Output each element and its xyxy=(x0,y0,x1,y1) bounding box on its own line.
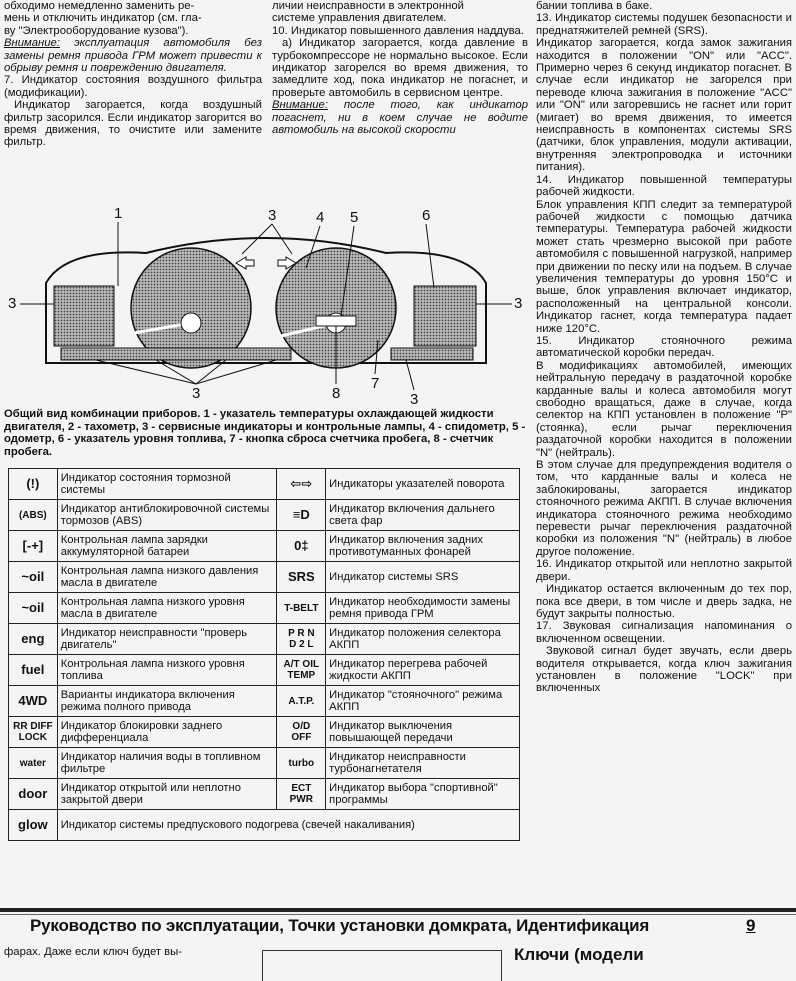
col2-line: личии неисправности в электронной xyxy=(272,0,464,12)
section-heading: Ключи (модели xyxy=(514,945,644,964)
col3-line: бании топлива в баке. xyxy=(536,0,653,12)
callout-3-bottom: 3 xyxy=(192,385,201,402)
indicator-icon: (ABS) xyxy=(9,500,58,531)
instrument-cluster-illustration xyxy=(6,208,526,408)
indicator-description: Индикатор блокировки заднего дифференциала xyxy=(57,717,277,748)
col1-line: обходимо немедленно заменить ре- xyxy=(4,0,195,12)
col1-line: ву "Электрооборудование кузова"). xyxy=(4,24,189,37)
page-divider-thin xyxy=(0,914,796,915)
legend-row xyxy=(9,500,520,531)
indicator-icon: O/D OFF xyxy=(277,717,326,748)
indicator-icon: A/T OIL TEMP xyxy=(277,655,326,686)
indicator-icon: turbo xyxy=(277,748,326,779)
column-2 xyxy=(272,0,528,136)
legend-row xyxy=(9,624,520,655)
odometer xyxy=(316,316,356,326)
item10-text: а) Индикатор загорается, когда давление в турбокомпрессоре не нормально высокое. Если индикатор загорелся во время движения, то замедлите ход, пока индикатор не погаснет, и проверьте автомобиль в сервисном центре. xyxy=(272,37,528,99)
indicator-description: Индикатор антиблокировочной системы тормозов (ABS) xyxy=(57,500,277,531)
item7-title: 7. Индикатор состояния воздушного фильтра (модификации). xyxy=(4,74,262,99)
indicator-icon: ≡D xyxy=(277,500,326,531)
legend-row xyxy=(9,562,520,593)
note-label: Внимание: xyxy=(4,37,60,50)
callout-3-right: 3 xyxy=(514,295,523,312)
indicator-icon: ~oil xyxy=(9,593,58,624)
callout-3-top: 3 xyxy=(268,208,277,224)
glow-plug-icon: glow xyxy=(9,810,58,841)
indicator-description: Индикатор включения дальнего света фар xyxy=(326,500,520,531)
fuel-gauge xyxy=(414,286,476,346)
indicator-description: Индикатор перегрева рабочей жидкости АКПП xyxy=(326,655,520,686)
indicator-icon: ⇦⇨ xyxy=(277,469,326,500)
indicator-description: Индикатор "стояночного" режима АКПП xyxy=(326,686,520,717)
indicator-description: Индикатор системы SRS xyxy=(326,562,520,593)
column-1 xyxy=(4,0,262,149)
indicator-description: Контрольная лампа низкого уровня масла в двигателе xyxy=(57,593,277,624)
legend-row xyxy=(9,531,520,562)
indicator-description: Индикатор наличия воды в топливном фильтре xyxy=(57,748,277,779)
legend-row xyxy=(9,469,520,500)
item16-text: Индикатор остается включенным до тех пор, пока все двери, в том числе и дверь задка, не будут закрыты полностью. xyxy=(536,583,792,620)
indicator-icon: 4WD xyxy=(9,686,58,717)
indicator-icon: [-+] xyxy=(9,531,58,562)
indicator-icon: SRS xyxy=(277,562,326,593)
item14-title: 14. Индикатор повышенной температуры рабочей жидкости. xyxy=(536,173,792,199)
legend-row xyxy=(9,810,520,841)
indicator-description: Индикатор системы предпускового подогрева (свечей накаливания) xyxy=(57,810,519,841)
legend-row xyxy=(9,655,520,686)
indicator-icon: ECT PWR xyxy=(277,779,326,810)
indicator-icon: RR DIFF LOCK xyxy=(9,717,58,748)
indicator-icon: eng xyxy=(9,624,58,655)
note-label: Внимание: xyxy=(272,99,328,112)
callout-1: 1 xyxy=(114,208,123,222)
callout-3-bottom-right: 3 xyxy=(410,391,419,408)
callout-6: 6 xyxy=(422,208,431,224)
indicator-description: Индикатор необходимости замены ремня привода ГРМ xyxy=(326,593,520,624)
indicator-description: Индикатор неисправности "проверь двигатель" xyxy=(57,624,277,655)
item15-text: В этом случае для предупреждения водителя о том, что карданные валы и колеса не заблокированы, загорается индикатор стояночного режима АКПП. В случае включения индикатора стояночного режима необходимо перевести рычаг переключения раздаточной коробки из положения "N" (нейтраль) в любое другое положение. xyxy=(536,459,792,558)
indicator-description: Контрольная лампа зарядки аккумуляторной батареи xyxy=(57,531,277,562)
indicator-icon: ~oil xyxy=(9,562,58,593)
indicator-icon: (!) xyxy=(9,469,58,500)
indicator-description: Индикатор выбора "спортивной" программы xyxy=(326,779,520,810)
indicator-description: Индикатор открытой или неплотно закрытой двери xyxy=(57,779,277,810)
legend-row xyxy=(9,593,520,624)
indicator-icon: T-BELT xyxy=(277,593,326,624)
indicator-icon: water xyxy=(9,748,58,779)
callout-4: 4 xyxy=(316,209,325,226)
legend-row xyxy=(9,779,520,810)
page-divider xyxy=(0,908,796,912)
callout-8: 8 xyxy=(332,385,341,402)
indicator-legend-table xyxy=(8,468,520,841)
item14-text: Блок управления КПП следит за температурой рабочей жидкости с помощью датчика температуры. Температура рабочей жидкости может стать чрезмерно высокой при работе автомобиля с повышенной нагрузкой, например при движении по песку или на подъем. В случае увеличения температуры до уровня 150°С и выше, блок управления включает индикатор, расположенный на центральной консоли. Индикатор гаснет, когда температура падает ниже 120°С. xyxy=(536,198,792,335)
item7-text: Индикатор загорается, когда воздушный фильтр засорился. Если индикатор загорится во время движения, то очистите или замените фильтр. xyxy=(4,99,262,149)
callout-7: 7 xyxy=(371,375,380,392)
page-number: 9 xyxy=(746,916,756,935)
indicator-icon: P R N D 2 L xyxy=(277,624,326,655)
col1-line: мень и отключить индикатор (см. гла- xyxy=(4,12,202,25)
temp-gauge xyxy=(54,286,114,346)
col1-note xyxy=(4,37,262,74)
column-3 xyxy=(536,0,792,695)
indicator-description: Варианты индикатора включения режима полного привода xyxy=(57,686,277,717)
item17-title: 17. Звуковая сигнализация напоминания о включенном освещении. xyxy=(536,620,792,645)
figure-caption: Общий вид комбинации приборов. 1 - указатель температуры охлаждающей жидкости двигателя, 2 - тахометр, 3 - сервисные индикаторы и контрольные лампы, 4 - спидометр, 5 - одометр, 6 - указатель уровня топлива, 7 - кнопка сброса счетчика пробега, 8 - счетчик пробега. xyxy=(4,408,526,458)
item15-title: 15. Индикатор стояночного режима автоматической коробки передач. xyxy=(536,334,792,360)
indicator-description: Индикатор выключения повышающей передачи xyxy=(326,717,520,748)
indicator-description: Индикатор состояния тормозной системы xyxy=(57,469,277,500)
running-title: Руководство по эксплуатации, Точки установки домкрата, Идентификация xyxy=(30,916,650,935)
callout-5: 5 xyxy=(350,209,359,226)
callout-3-left: 3 xyxy=(8,295,17,312)
tachometer-hub xyxy=(181,313,201,333)
item15-text: В модификациях автомобилей, имеющих нейтральную передачу в раздаточной коробке карданные валы и колеса автомобиля могут свободно вращаться, даже в случае, когда селектор на КПП установлен в положение "Р" (стоянка), если рычаг переключения раздаточной коробки находится в положении "N" (нейтраль). xyxy=(536,359,792,459)
item17-text: Звуковой сигнал будет звучать, если дверь водителя открывается, когда ключ зажигания установлен в положение "LOCK" при включенных xyxy=(536,645,792,695)
indicator-icon: A.T.P. xyxy=(277,686,326,717)
legend-row xyxy=(9,748,520,779)
bottom-text: фарах. Даже если ключ будет вы- xyxy=(4,946,183,958)
item16-title: 16. Индикатор открытой или неплотно закрытой двери. xyxy=(536,558,792,583)
indicator-icon: fuel xyxy=(9,655,58,686)
col2-line: системе управления двигателем. xyxy=(272,12,447,25)
indicator-description: Индикатор включения задних противотуманных фонарей xyxy=(326,531,520,562)
item13-title: 13. Индикатор системы подушек безопасности и преднатяжителей ремней (SRS). xyxy=(536,12,792,37)
indicator-description: Индикаторы указателей поворота xyxy=(326,469,520,500)
bottom-figure-frame xyxy=(262,950,502,981)
legend-row xyxy=(9,717,520,748)
indicator-description: Контрольная лампа низкого давления масла в двигателе xyxy=(57,562,277,593)
legend-row xyxy=(9,686,520,717)
note-text: эксплуатация автомобиля без замены ремня привода ГРМ может привести к обрыву ремня и повреждению двигателя. xyxy=(4,37,262,75)
note-text: после того, как индикатор погаснет, ни в коем случае не водите автомобиль на высокой скорости xyxy=(272,99,528,137)
indicator-description: Контрольная лампа низкого уровня топлива xyxy=(57,655,277,686)
item10-title: 10. Индикатор повышенного давления наддува. xyxy=(272,24,524,37)
indicator-icon: door xyxy=(9,779,58,810)
col2-note xyxy=(272,99,528,136)
indicator-description: Индикатор неисправности турбонагнетателя xyxy=(326,748,520,779)
indicator-description: Индикатор положения селектора АКПП xyxy=(326,624,520,655)
indicator-icon: 0‡ xyxy=(277,531,326,562)
indicator-strip xyxy=(61,348,473,360)
item13-text: Индикатор загорается, когда замок зажигания находится в положении "ON" или "ACC". Примерно через 6 секунд индикатор погаснет. В случае если индикатор не загорелся при переводе ключа зажигания в положение "ACC" или "ON" или загоревшись не гаснет или горит (мигает) во время движения, то имеется неисправность в компонентах системы SRS (датчики, блок управления, модули активации, внутренняя электропроводка и источники питания). xyxy=(536,37,792,174)
